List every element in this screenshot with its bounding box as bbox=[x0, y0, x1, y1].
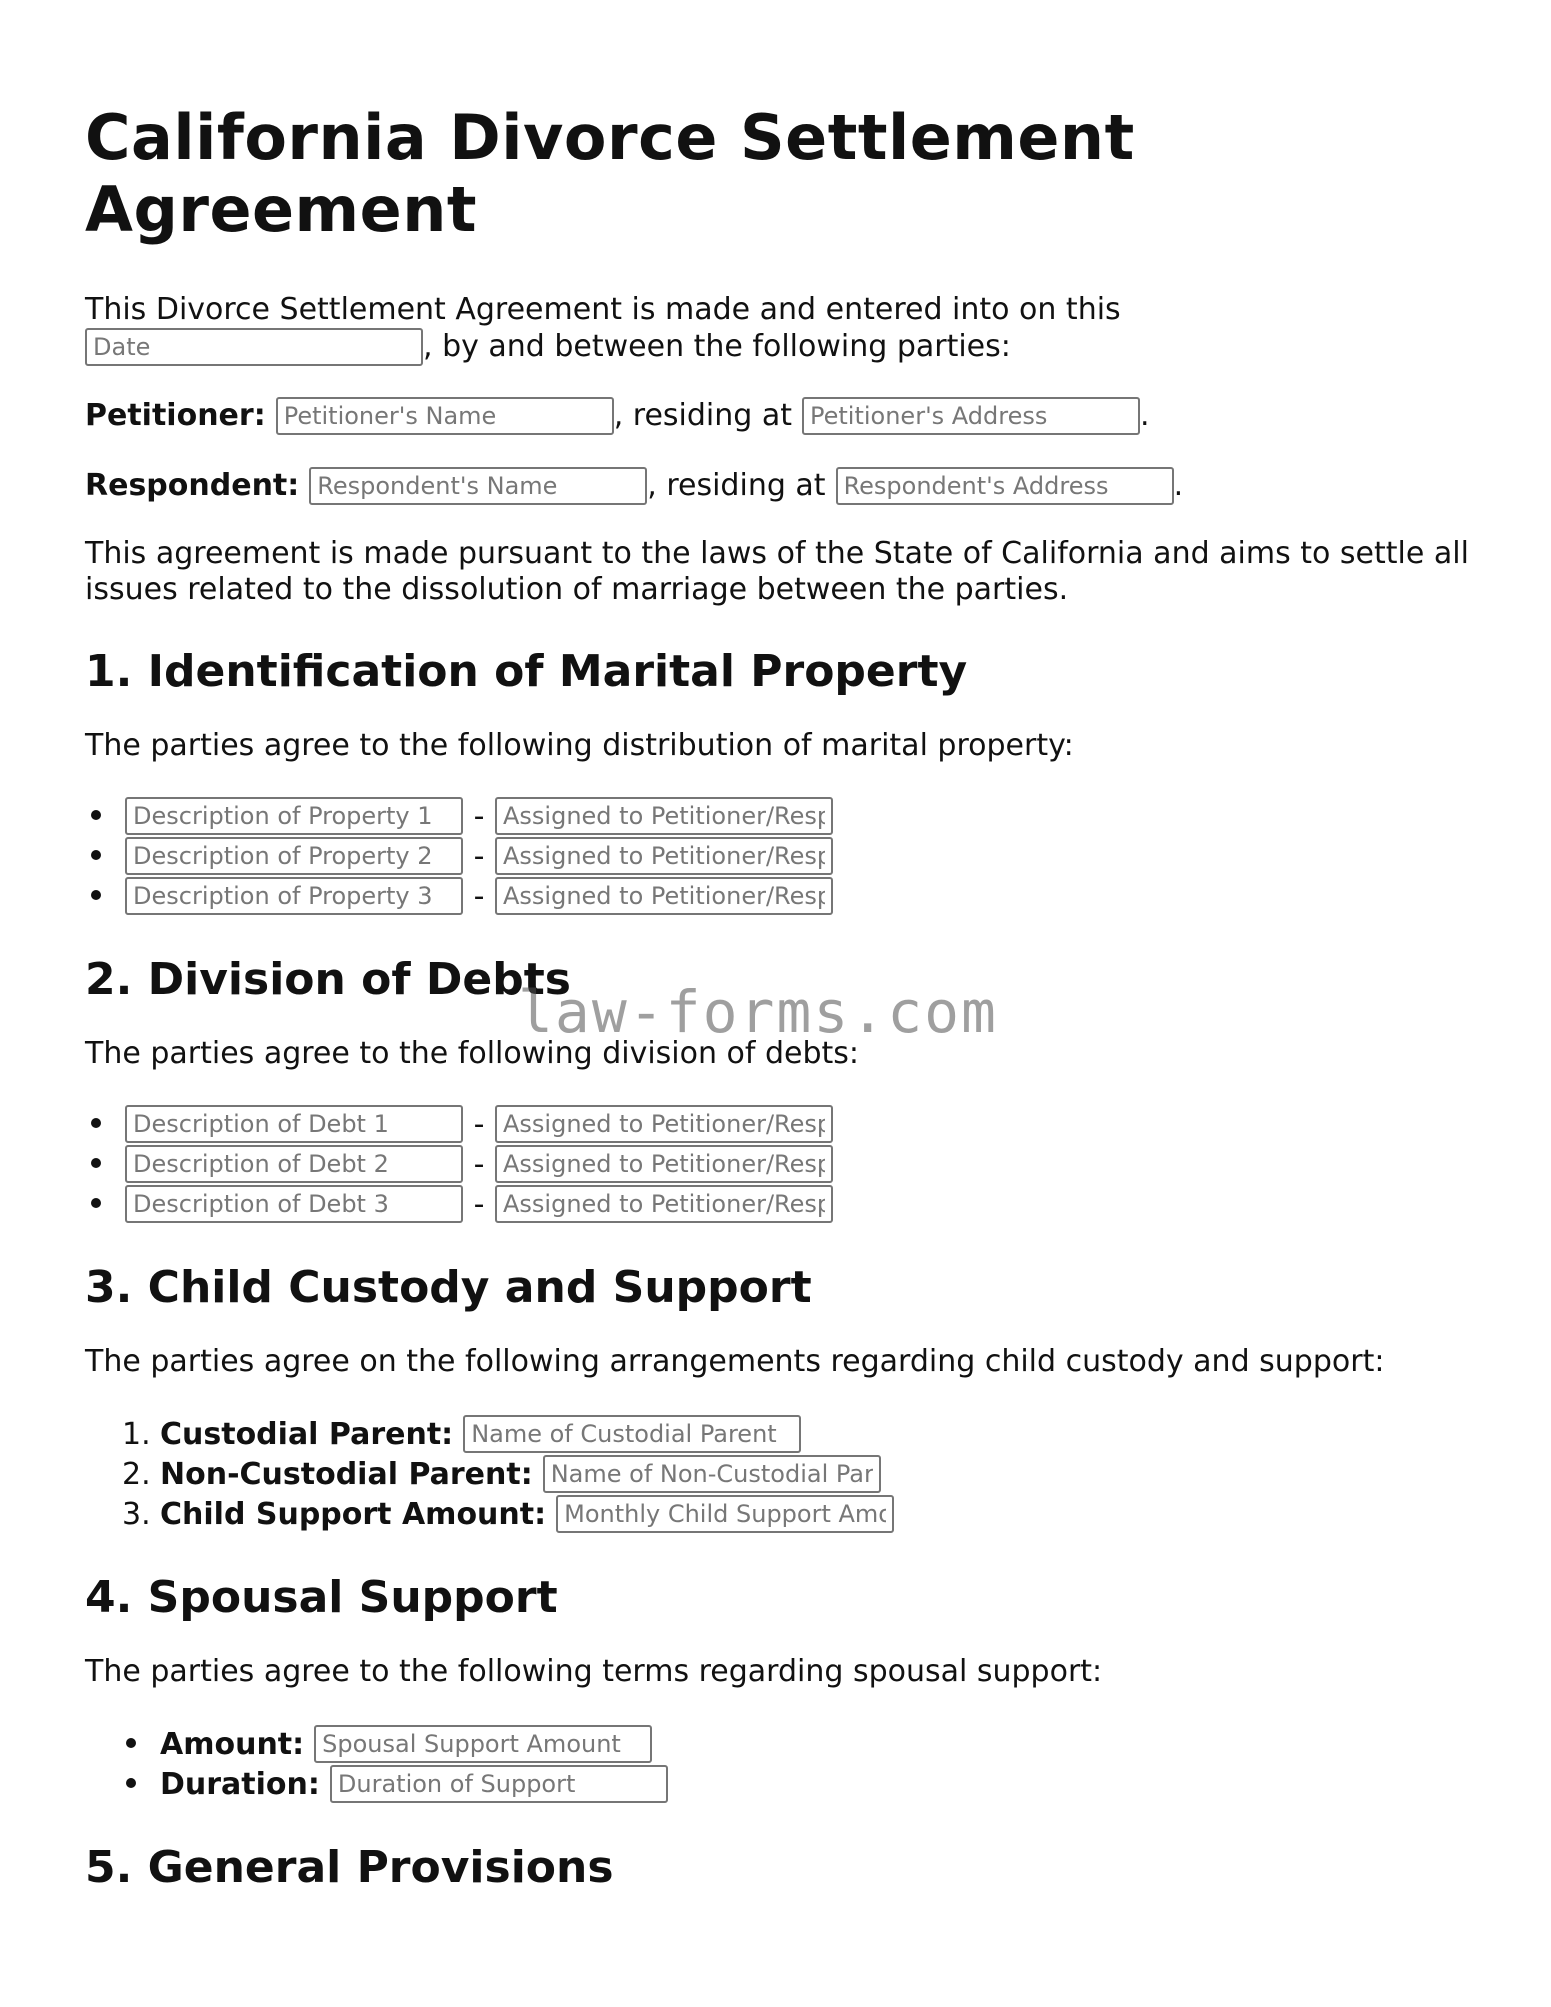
respondent-end: . bbox=[1173, 468, 1184, 503]
property-list bbox=[85, 796, 1485, 916]
section1-heading: 1. Identification of Marital Property bbox=[85, 646, 968, 697]
intro-text: This Divorce Settlement Agreement is made and entered into on this bbox=[85, 292, 1121, 327]
list-item: Description of Property 3 - Assigned to Petitioner/Respondent bbox=[125, 876, 1485, 916]
list-number: 3. bbox=[122, 1496, 151, 1532]
list-number: 1. bbox=[122, 1416, 151, 1452]
non-custodial-parent-input[interactable] bbox=[543, 1455, 881, 1493]
list-item: Description of Debt 1 - Assigned to Petitioner/Respondent bbox=[125, 1104, 1485, 1144]
list-item: Description of Property 1 - Assigned to Petitioner/Respondent bbox=[125, 796, 1485, 836]
list-item: Description of Debt 2 - Assigned to Petitioner/Respondent bbox=[125, 1144, 1485, 1184]
property-assignment-input[interactable] bbox=[495, 877, 833, 915]
intro-paragraph bbox=[85, 292, 1485, 366]
debt-list bbox=[85, 1104, 1485, 1224]
petitioner-residing-text: , residing at bbox=[613, 398, 792, 433]
bullet-icon bbox=[91, 1118, 101, 1128]
list-item: Description of Property 2 - Assigned to Petitioner/Respondent bbox=[125, 836, 1485, 876]
debt-description-input[interactable] bbox=[125, 1185, 463, 1223]
list-item bbox=[122, 1454, 1485, 1494]
debt-description-input[interactable] bbox=[125, 1105, 463, 1143]
section4-heading: 4. Spousal Support bbox=[85, 1572, 558, 1623]
section2-heading: 2. Division of Debts bbox=[85, 954, 571, 1005]
list-number: 2. bbox=[122, 1456, 151, 1492]
bullet-icon bbox=[126, 1738, 136, 1748]
list-item bbox=[160, 1764, 1485, 1804]
respondent-line bbox=[85, 466, 1485, 506]
spousal-amount-input[interactable] bbox=[314, 1725, 652, 1763]
debt-assignment-input[interactable] bbox=[495, 1145, 833, 1183]
respondent-label: Respondent: bbox=[85, 468, 300, 503]
petitioner-label: Petitioner: bbox=[85, 398, 266, 433]
spousal-duration-input[interactable] bbox=[330, 1765, 668, 1803]
debt-description-input[interactable] bbox=[125, 1145, 463, 1183]
bullet-icon bbox=[126, 1778, 136, 1788]
watermark-text: law-forms.com bbox=[518, 978, 998, 1046]
bullet-icon bbox=[91, 1198, 101, 1208]
respondent-residing-text: , residing at bbox=[647, 468, 826, 503]
petitioner-address-input[interactable] bbox=[802, 397, 1140, 435]
list-item bbox=[122, 1414, 1485, 1454]
petitioner-end: . bbox=[1140, 398, 1150, 433]
list-item bbox=[160, 1724, 1485, 1764]
respondent-name-input[interactable] bbox=[309, 467, 647, 505]
petitioner-line bbox=[85, 396, 1485, 436]
non-custodial-parent-label: Non-Custodial Parent: bbox=[160, 1456, 533, 1492]
child-support-amount-label: Child Support Amount: bbox=[160, 1496, 547, 1532]
property-description-input[interactable] bbox=[125, 797, 463, 835]
document-page bbox=[85, 102, 1485, 1894]
property-assignment-input[interactable] bbox=[495, 837, 833, 875]
property-assignment-input[interactable] bbox=[495, 797, 833, 835]
property-description-input[interactable] bbox=[125, 837, 463, 875]
list-item: Description of Debt 3 - Assigned to Petitioner/Respondent bbox=[125, 1184, 1485, 1224]
section1-text: The parties agree to the following distribution of marital property: bbox=[85, 728, 1074, 763]
section3-heading: 3. Child Custody and Support bbox=[85, 1262, 812, 1313]
intro-text-after: , by and between the following parties: bbox=[423, 329, 1011, 364]
custodial-parent-input[interactable] bbox=[463, 1415, 801, 1453]
property-description-input[interactable] bbox=[125, 877, 463, 915]
purpose-paragraph: This agreement is made pursuant to the laws of the State of California and aims to settle all issues related to the dissolution of marriage between the parties. bbox=[85, 536, 1469, 607]
date-input[interactable] bbox=[85, 328, 423, 366]
spousal-duration-label: Duration: bbox=[160, 1766, 320, 1802]
bullet-icon bbox=[91, 850, 101, 860]
section2-text: The parties agree to the following division of debts: bbox=[85, 1036, 860, 1071]
page-title: California Divorce Settlement Agreement bbox=[85, 101, 1135, 246]
bullet-icon bbox=[91, 890, 101, 900]
custody-list bbox=[85, 1414, 1485, 1534]
spousal-support-list bbox=[85, 1724, 1485, 1804]
bullet-icon bbox=[91, 1158, 101, 1168]
debt-assignment-input[interactable] bbox=[495, 1185, 833, 1223]
petitioner-name-input[interactable] bbox=[276, 397, 614, 435]
list-item bbox=[122, 1494, 1485, 1534]
bullet-icon bbox=[91, 810, 101, 820]
custodial-parent-label: Custodial Parent: bbox=[160, 1416, 454, 1452]
spousal-amount-label: Amount: bbox=[160, 1726, 305, 1762]
debt-assignment-input[interactable] bbox=[495, 1105, 833, 1143]
child-support-amount-input[interactable] bbox=[556, 1495, 894, 1533]
respondent-address-input[interactable] bbox=[836, 467, 1174, 505]
section5-heading: 5. General Provisions bbox=[85, 1842, 614, 1893]
section3-text: The parties agree on the following arrangements regarding child custody and support: bbox=[85, 1344, 1385, 1379]
section4-text: The parties agree to the following terms regarding spousal support: bbox=[85, 1654, 1103, 1689]
